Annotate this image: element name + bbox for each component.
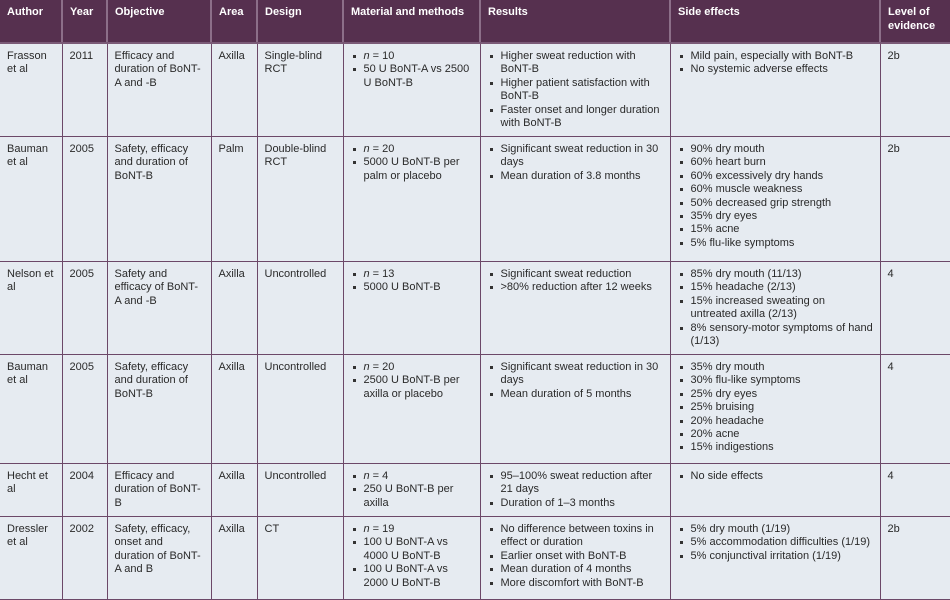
cell-author: Frasson et al — [0, 43, 62, 137]
column-header-author: Author — [0, 0, 62, 43]
cell-area: Palm — [211, 137, 257, 262]
bullet-item: 100 U BoNT-A vs 4000 U BoNT-B — [351, 536, 474, 563]
bullet-list — [488, 470, 664, 510]
bullet-list — [678, 523, 874, 563]
bullet-item: 35% dry mouth — [678, 361, 874, 374]
cell-year: 2005 — [62, 137, 107, 262]
cell-side-effects — [670, 355, 880, 464]
bullet-item: 15% acne — [678, 223, 874, 236]
cell-area: Axilla — [211, 355, 257, 464]
cell-objective: Safety, efficacy and duration of BoNT-B — [107, 137, 211, 262]
bullet-item: No systemic adverse effects — [678, 63, 874, 76]
bullet-item: No difference between toxins in effect or duration — [488, 523, 664, 550]
table-row — [0, 517, 950, 600]
bullet-item: Higher patient satisfaction with BoNT-B — [488, 77, 664, 104]
cell-methods — [343, 517, 480, 600]
bullet-item: 20% acne — [678, 428, 874, 441]
cell-methods — [343, 137, 480, 262]
bullet-item: 2500 U BoNT-B per axilla or placebo — [351, 374, 474, 401]
bullet-item: Higher sweat reduction with BoNT-B — [488, 50, 664, 77]
bullet-item: 15% indigestions — [678, 441, 874, 454]
table-row — [0, 355, 950, 464]
bullet-item: Mean duration of 5 months — [488, 388, 664, 401]
bullet-item: Duration of 1–3 months — [488, 497, 664, 510]
cell-design: Double-blind RCT — [257, 137, 343, 262]
bullet-item: More discomfort with BoNT-B — [488, 577, 664, 590]
cell-methods — [343, 464, 480, 517]
cell-area: Axilla — [211, 43, 257, 137]
bullet-item: 5% conjunctival irritation (1/19) — [678, 550, 874, 563]
bullet-list — [678, 470, 874, 483]
bullet-item: >80% reduction after 12 weeks — [488, 281, 664, 294]
cell-level: 4 — [880, 464, 950, 517]
cell-year: 2004 — [62, 464, 107, 517]
bullet-item: Significant sweat reduction in 30 days — [488, 143, 664, 170]
bullet-item: 35% dry eyes — [678, 210, 874, 223]
cell-side-effects — [670, 464, 880, 517]
bullet-item: 50 U BoNT-A vs 2500 U BoNT-B — [351, 63, 474, 90]
cell-author: Hecht et al — [0, 464, 62, 517]
cell-results — [480, 464, 670, 517]
cell-objective: Efficacy and duration of BoNT-A and -B — [107, 43, 211, 137]
bullet-item: n = 20 — [351, 143, 474, 156]
cell-level: 2b — [880, 137, 950, 262]
column-header-year: Year — [62, 0, 107, 43]
cell-side-effects — [670, 262, 880, 355]
bullet-item: 5000 U BoNT-B per palm or placebo — [351, 156, 474, 183]
cell-author: Dressler et al — [0, 517, 62, 600]
bullet-item: 30% flu-like symptoms — [678, 374, 874, 387]
column-header-design: Design — [257, 0, 343, 43]
bullet-item: 5% accommodation difficulties (1/19) — [678, 536, 874, 549]
bullet-item: 25% dry eyes — [678, 388, 874, 401]
bullet-item: 60% muscle weakness — [678, 183, 874, 196]
bullet-item: 25% bruising — [678, 401, 874, 414]
bullet-list — [678, 143, 874, 250]
bullet-list — [488, 50, 664, 130]
cell-author: Nelson et al — [0, 262, 62, 355]
bullet-item: 85% dry mouth (11/13) — [678, 268, 874, 281]
bullet-item: 15% headache (2/13) — [678, 281, 874, 294]
bullet-item: Earlier onset with BoNT-B — [488, 550, 664, 563]
bullet-item: 8% sensory-motor symptoms of hand (1/13) — [678, 322, 874, 349]
bullet-item: 60% excessively dry hands — [678, 170, 874, 183]
table-row — [0, 137, 950, 262]
bullet-item: Mean duration of 4 months — [488, 563, 664, 576]
bullet-item: 15% increased sweating on untreated axilla (2/13) — [678, 295, 874, 322]
bullet-list — [678, 50, 874, 77]
cell-author: Bauman et al — [0, 137, 62, 262]
header-row — [0, 0, 950, 43]
column-header-methods: Material and methods — [343, 0, 480, 43]
cell-objective: Safety and efficacy of BoNT-A and -B — [107, 262, 211, 355]
bullet-item: No side effects — [678, 470, 874, 483]
cell-area: Axilla — [211, 262, 257, 355]
cell-results — [480, 43, 670, 137]
column-header-results: Results — [480, 0, 670, 43]
cell-design: CT — [257, 517, 343, 600]
bullet-item: 5% dry mouth (1/19) — [678, 523, 874, 536]
cell-design: Uncontrolled — [257, 355, 343, 464]
bullet-item: Mild pain, especially with BoNT-B — [678, 50, 874, 63]
bullet-list — [351, 50, 474, 90]
bullet-item: n = 13 — [351, 268, 474, 281]
cell-year: 2002 — [62, 517, 107, 600]
column-header-area: Area — [211, 0, 257, 43]
bullet-item: 50% decreased grip strength — [678, 197, 874, 210]
cell-author: Bauman et al — [0, 355, 62, 464]
bullet-list — [351, 361, 474, 401]
cell-area: Axilla — [211, 464, 257, 517]
cell-side-effects — [670, 517, 880, 600]
cell-year: 2005 — [62, 262, 107, 355]
bullet-list — [678, 268, 874, 348]
bullet-list — [488, 268, 664, 295]
bullet-item: 20% headache — [678, 415, 874, 428]
bullet-list — [488, 361, 664, 401]
bullet-item: Significant sweat reduction in 30 days — [488, 361, 664, 388]
cell-results — [480, 517, 670, 600]
bullet-list — [488, 143, 664, 183]
table-row — [0, 43, 950, 137]
table-row — [0, 262, 950, 355]
bullet-item: 5000 U BoNT-B — [351, 281, 474, 294]
bullet-item: n = 10 — [351, 50, 474, 63]
column-header-side-effects: Side effects — [670, 0, 880, 43]
cell-year: 2011 — [62, 43, 107, 137]
cell-side-effects — [670, 43, 880, 137]
cell-results — [480, 137, 670, 262]
cell-level: 2b — [880, 517, 950, 600]
cell-level: 2b — [880, 43, 950, 137]
column-header-level: Level of evidence — [880, 0, 950, 43]
bullet-list — [351, 268, 474, 295]
bullet-list — [678, 361, 874, 455]
cell-area: Axilla — [211, 517, 257, 600]
cell-design: Single-blind RCT — [257, 43, 343, 137]
cell-level: 4 — [880, 355, 950, 464]
bullet-list — [351, 143, 474, 183]
bullet-list — [351, 470, 474, 510]
bullet-item: 60% heart burn — [678, 156, 874, 169]
cell-side-effects — [670, 137, 880, 262]
bullet-item: 5% flu-like symptoms — [678, 237, 874, 250]
bullet-list — [351, 523, 474, 590]
cell-methods — [343, 262, 480, 355]
bullet-item: Mean duration of 3.8 months — [488, 170, 664, 183]
cell-methods — [343, 355, 480, 464]
bullet-item: Faster onset and longer duration with BoNT-B — [488, 104, 664, 131]
bullet-list — [488, 523, 664, 590]
bullet-item: 250 U BoNT-B per axilla — [351, 483, 474, 510]
bullet-item: 100 U BoNT-A vs 2000 U BoNT-B — [351, 563, 474, 590]
cell-year: 2005 — [62, 355, 107, 464]
bullet-item: 95–100% sweat reduction after 21 days — [488, 470, 664, 497]
bullet-item: Significant sweat reduction — [488, 268, 664, 281]
cell-design: Uncontrolled — [257, 262, 343, 355]
cell-results — [480, 355, 670, 464]
cell-objective: Safety, efficacy, onset and duration of BoNT-A and B — [107, 517, 211, 600]
bullet-item: n = 20 — [351, 361, 474, 374]
cell-methods — [343, 43, 480, 137]
cell-results — [480, 262, 670, 355]
bullet-item: n = 19 — [351, 523, 474, 536]
bullet-item: n = 4 — [351, 470, 474, 483]
cell-objective: Safety, efficacy and duration of BoNT-B — [107, 355, 211, 464]
cell-level: 4 — [880, 262, 950, 355]
cell-design: Uncontrolled — [257, 464, 343, 517]
bullet-item: 90% dry mouth — [678, 143, 874, 156]
cell-objective: Efficacy and duration of BoNT-B — [107, 464, 211, 517]
table-row — [0, 464, 950, 517]
column-header-objective: Objective — [107, 0, 211, 43]
